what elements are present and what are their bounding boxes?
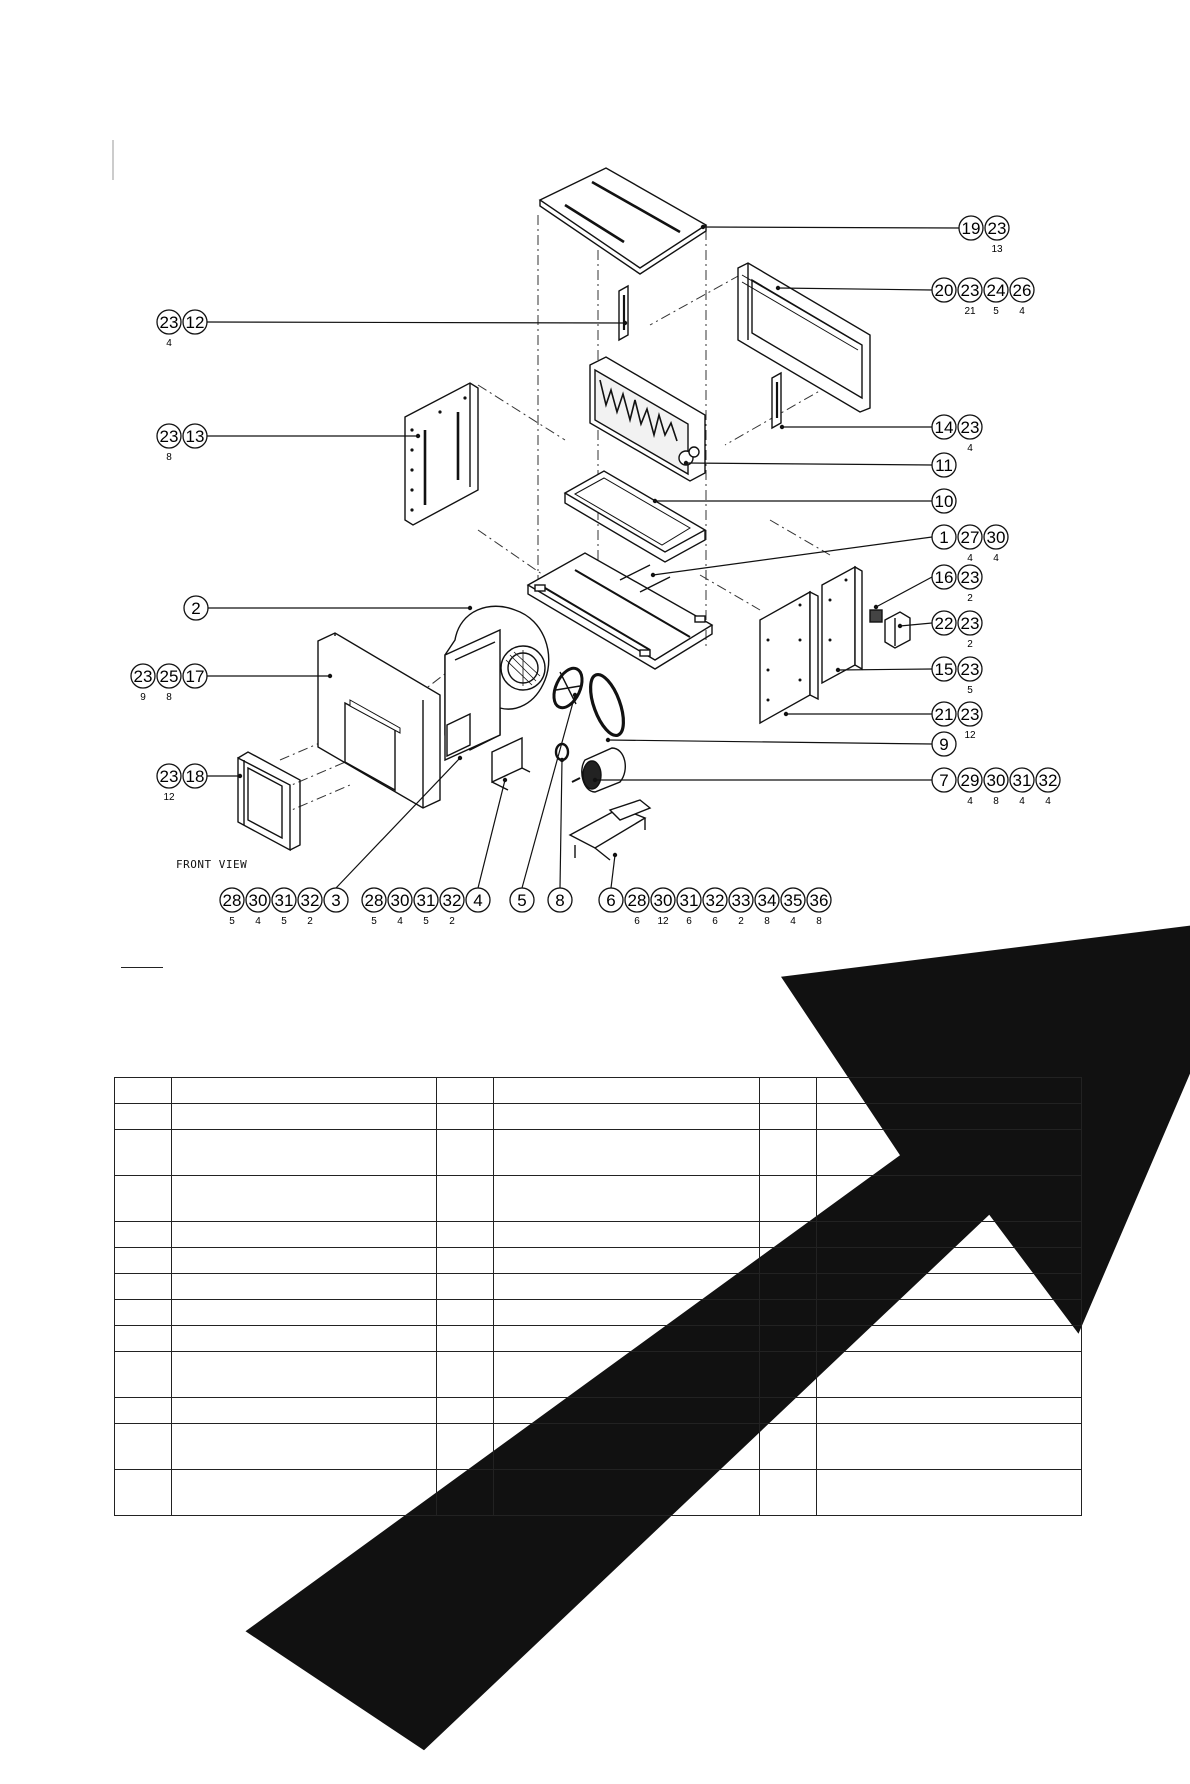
callout-number: 2 (191, 599, 200, 618)
table-row (115, 1470, 1082, 1516)
callout-number: 32 (443, 891, 462, 910)
table-cell (437, 1424, 494, 1470)
leader-dot (573, 693, 577, 697)
callout-number: 23 (961, 705, 980, 724)
table-cell (172, 1222, 437, 1248)
leader-line (686, 463, 932, 465)
callout-number: 13 (186, 427, 205, 446)
table-cell (172, 1176, 437, 1222)
callout-number: 9 (939, 735, 948, 754)
leader-dot (651, 573, 655, 577)
table-row (115, 1424, 1082, 1470)
table-cell (759, 1470, 816, 1516)
table-cell (115, 1104, 172, 1130)
table-cell (115, 1398, 172, 1424)
leader-line (838, 669, 932, 670)
table-cell (759, 1222, 816, 1248)
callout-quantity: 8 (166, 692, 172, 703)
leader-dot (468, 606, 472, 610)
table-row (115, 1300, 1082, 1326)
table-cell (437, 1248, 494, 1274)
leader-line (703, 227, 959, 228)
table-cell (115, 1470, 172, 1516)
leader-dot (874, 605, 878, 609)
table-cell (494, 1352, 759, 1398)
leader-line (608, 740, 932, 744)
table-cell (437, 1078, 494, 1104)
callout-number: 23 (988, 219, 1007, 238)
table-cell (172, 1078, 437, 1104)
callout-number: 23 (160, 313, 179, 332)
callout-number: 35 (784, 891, 803, 910)
callout-number: 23 (160, 767, 179, 786)
callout-quantity: 4 (790, 916, 796, 927)
callout-number: 16 (935, 568, 954, 587)
table-cell (115, 1300, 172, 1326)
top-panel (540, 168, 706, 274)
leader-dot (458, 756, 462, 760)
table-cell (115, 1222, 172, 1248)
callout-number: 30 (391, 891, 410, 910)
table-cell (759, 1300, 816, 1326)
leader-dot (776, 286, 780, 290)
callout-quantity: 4 (255, 916, 261, 927)
table-row (115, 1130, 1082, 1176)
table-cell (437, 1326, 494, 1352)
callout-number: 23 (160, 427, 179, 446)
table-cell (816, 1274, 1081, 1300)
callout-quantity: 5 (993, 306, 999, 317)
callout-number: 6 (606, 891, 615, 910)
leader-line (778, 288, 932, 290)
leader-dot (898, 624, 902, 628)
table-cell (494, 1274, 759, 1300)
callout-number: 29 (961, 771, 980, 790)
callout-group (184, 596, 472, 620)
table-cell (759, 1130, 816, 1176)
callout-number: 15 (935, 660, 954, 679)
table-cell (816, 1248, 1081, 1274)
callout-number: 20 (935, 281, 954, 300)
callout-number: 23 (961, 418, 980, 437)
callout-quantity: 2 (967, 639, 973, 650)
table-cell (816, 1176, 1081, 1222)
table-row (115, 1398, 1082, 1424)
leader-line (876, 577, 932, 607)
leader-dot (653, 499, 657, 503)
callout-number: 21 (935, 705, 954, 724)
callout-group (593, 768, 1060, 807)
table-cell (172, 1352, 437, 1398)
table-cell (437, 1104, 494, 1130)
callout-group (684, 453, 956, 477)
table-row (115, 1104, 1082, 1130)
callout-quantity: 5 (371, 916, 377, 927)
leader-dot (503, 778, 507, 782)
table-cell (494, 1470, 759, 1516)
table-cell (759, 1176, 816, 1222)
table-cell (494, 1300, 759, 1326)
callout-number: 3 (331, 891, 340, 910)
callout-number: 33 (732, 891, 751, 910)
table-row (115, 1248, 1082, 1274)
table-cell (494, 1104, 759, 1130)
table-cell (759, 1398, 816, 1424)
callout-quantity: 12 (657, 916, 669, 927)
table-cell (759, 1104, 816, 1130)
callout-number: 23 (961, 614, 980, 633)
parts-table (114, 1077, 1082, 1516)
callout-number: 23 (961, 660, 980, 679)
leader-line (207, 322, 625, 323)
table-cell (172, 1104, 437, 1130)
callout-quantity: 2 (449, 916, 455, 927)
table-cell (437, 1130, 494, 1176)
table-cell (759, 1248, 816, 1274)
leader-dot (606, 738, 610, 742)
callout-number: 26 (1013, 281, 1032, 300)
front-view-label: FRONT VIEW (176, 858, 247, 871)
table-cell (172, 1300, 437, 1326)
callout-number: 30 (654, 891, 673, 910)
callout-number: 24 (987, 281, 1006, 300)
parts-table-body (115, 1078, 1082, 1516)
drain-pan (565, 471, 705, 562)
callout-group (157, 310, 627, 349)
table-cell (437, 1398, 494, 1424)
callout-number: 31 (417, 891, 436, 910)
callout-number: 19 (962, 219, 981, 238)
leader-dot (780, 425, 784, 429)
table-cell (115, 1352, 172, 1398)
callout-number: 32 (706, 891, 725, 910)
callout-quantity: 5 (967, 685, 973, 696)
table-cell (115, 1424, 172, 1470)
electrical-components (870, 610, 910, 648)
table-row (115, 1222, 1082, 1248)
table-cell (172, 1398, 437, 1424)
callout-number: 23 (961, 568, 980, 587)
callout-quantity: 6 (634, 916, 640, 927)
separator-rule (121, 967, 163, 968)
leader-dot (684, 461, 688, 465)
callout-group (131, 664, 332, 703)
table-row (115, 1078, 1082, 1104)
table-cell (816, 1104, 1081, 1130)
callout-number: 17 (186, 667, 205, 686)
callout-quantity: 8 (816, 916, 822, 927)
callout-quantity: 4 (993, 553, 999, 564)
table-cell (759, 1424, 816, 1470)
table-row (115, 1352, 1082, 1398)
table-cell (494, 1130, 759, 1176)
callout-quantity: 5 (423, 916, 429, 927)
table-cell (816, 1352, 1081, 1398)
front-panel (318, 633, 440, 808)
callout-number: 25 (160, 667, 179, 686)
table-cell (172, 1424, 437, 1470)
table-cell (115, 1078, 172, 1104)
table-cell (494, 1424, 759, 1470)
table-cell (437, 1300, 494, 1326)
callout-number: 11 (935, 456, 953, 475)
table-cell (115, 1274, 172, 1300)
callout-number: 28 (365, 891, 384, 910)
callout-number: 12 (186, 313, 205, 332)
table-cell (172, 1130, 437, 1176)
callout-group (780, 415, 982, 454)
callout-number: 30 (987, 528, 1006, 547)
table-cell (115, 1248, 172, 1274)
table-cell (816, 1078, 1081, 1104)
table-row (115, 1176, 1082, 1222)
callout-number: 30 (249, 891, 268, 910)
callout-quantity: 4 (1045, 796, 1051, 807)
callout-quantity: 4 (166, 338, 172, 349)
table-cell (172, 1326, 437, 1352)
table-row (115, 1274, 1082, 1300)
table-cell (494, 1326, 759, 1352)
callout-quantity: 4 (1019, 306, 1025, 317)
callout-quantity: 4 (967, 553, 973, 564)
table-cell (759, 1078, 816, 1104)
callout-number: 23 (961, 281, 980, 300)
callout-quantity: 4 (967, 443, 973, 454)
leader-dot (623, 321, 627, 325)
table-cell (172, 1274, 437, 1300)
callout-number: 22 (935, 614, 954, 633)
leader-dot (328, 674, 332, 678)
callout-number: 5 (517, 891, 526, 910)
table-cell (115, 1326, 172, 1352)
callout-number: 27 (961, 528, 980, 547)
callout-quantity: 12 (964, 730, 976, 741)
callout-group (653, 489, 956, 513)
table-cell (759, 1326, 816, 1352)
table-cell (759, 1352, 816, 1398)
table-cell (816, 1300, 1081, 1326)
table-cell (816, 1398, 1081, 1424)
side-panel-right (760, 567, 862, 723)
callout-number: 31 (680, 891, 699, 910)
callout-group (157, 424, 420, 463)
callout-quantity: 13 (991, 244, 1003, 255)
callout-number: 7 (939, 771, 948, 790)
callout-group (157, 764, 242, 803)
table-cell (437, 1470, 494, 1516)
callout-quantity: 8 (166, 452, 172, 463)
callout-number: 36 (810, 891, 829, 910)
callout-group (874, 565, 982, 609)
table-cell (759, 1274, 816, 1300)
callout-group (701, 216, 1009, 255)
callout-quantity: 6 (712, 916, 718, 927)
callout-quantity: 4 (1019, 796, 1025, 807)
callout-quantity: 5 (281, 916, 287, 927)
leader-dot (238, 774, 242, 778)
table-cell (494, 1078, 759, 1104)
callout-number: 14 (935, 418, 954, 437)
table-cell (115, 1130, 172, 1176)
leader-dot (784, 712, 788, 716)
callout-quantity: 21 (964, 306, 976, 317)
table-cell (172, 1248, 437, 1274)
callout-quantity: 8 (993, 796, 999, 807)
callout-quantity: 2 (738, 916, 744, 927)
side-panel-left (405, 383, 478, 525)
callout-group (606, 732, 956, 756)
callout-number: 28 (628, 891, 647, 910)
callout-quantity: 2 (967, 593, 973, 604)
callout-number: 30 (987, 771, 1006, 790)
callout-number: 31 (275, 891, 294, 910)
leader-dot (701, 225, 705, 229)
callout-number: 10 (935, 492, 954, 511)
callout-number: 8 (555, 891, 564, 910)
callout-number: 28 (223, 891, 242, 910)
table-cell (115, 1176, 172, 1222)
table-cell (172, 1470, 437, 1516)
callout-number: 32 (301, 891, 320, 910)
callout-quantity: 6 (686, 916, 692, 927)
callout-quantity: 12 (163, 792, 175, 803)
leader-dot (416, 434, 420, 438)
table-cell (437, 1222, 494, 1248)
leader-dot (593, 778, 597, 782)
callout-number: 4 (473, 891, 482, 910)
callout-quantity: 9 (140, 692, 146, 703)
callout-quantity: 2 (307, 916, 313, 927)
leader-dot (836, 668, 840, 672)
table-row (115, 1326, 1082, 1352)
callout-quantity: 4 (967, 796, 973, 807)
table-cell (494, 1248, 759, 1274)
callout-quantity: 4 (397, 916, 403, 927)
callout-number: 34 (758, 891, 777, 910)
leader-line (653, 537, 932, 575)
callout-quantity: 5 (229, 916, 235, 927)
table-cell (494, 1222, 759, 1248)
callout-number: 18 (186, 767, 205, 786)
table-cell (816, 1424, 1081, 1470)
table-cell (494, 1398, 759, 1424)
leader-dot (560, 758, 564, 762)
table-cell (437, 1176, 494, 1222)
callout-number: 1 (939, 528, 948, 547)
callout-number: 31 (1013, 771, 1032, 790)
table-cell (816, 1130, 1081, 1176)
table-cell (437, 1352, 494, 1398)
filter-frame (738, 263, 870, 412)
table-cell (816, 1470, 1081, 1516)
table-cell (816, 1326, 1081, 1352)
table-cell (437, 1274, 494, 1300)
table-cell (494, 1176, 759, 1222)
callout-number: 23 (134, 667, 153, 686)
callout-number: 32 (1039, 771, 1058, 790)
table-cell (816, 1222, 1081, 1248)
callout-quantity: 8 (764, 916, 770, 927)
